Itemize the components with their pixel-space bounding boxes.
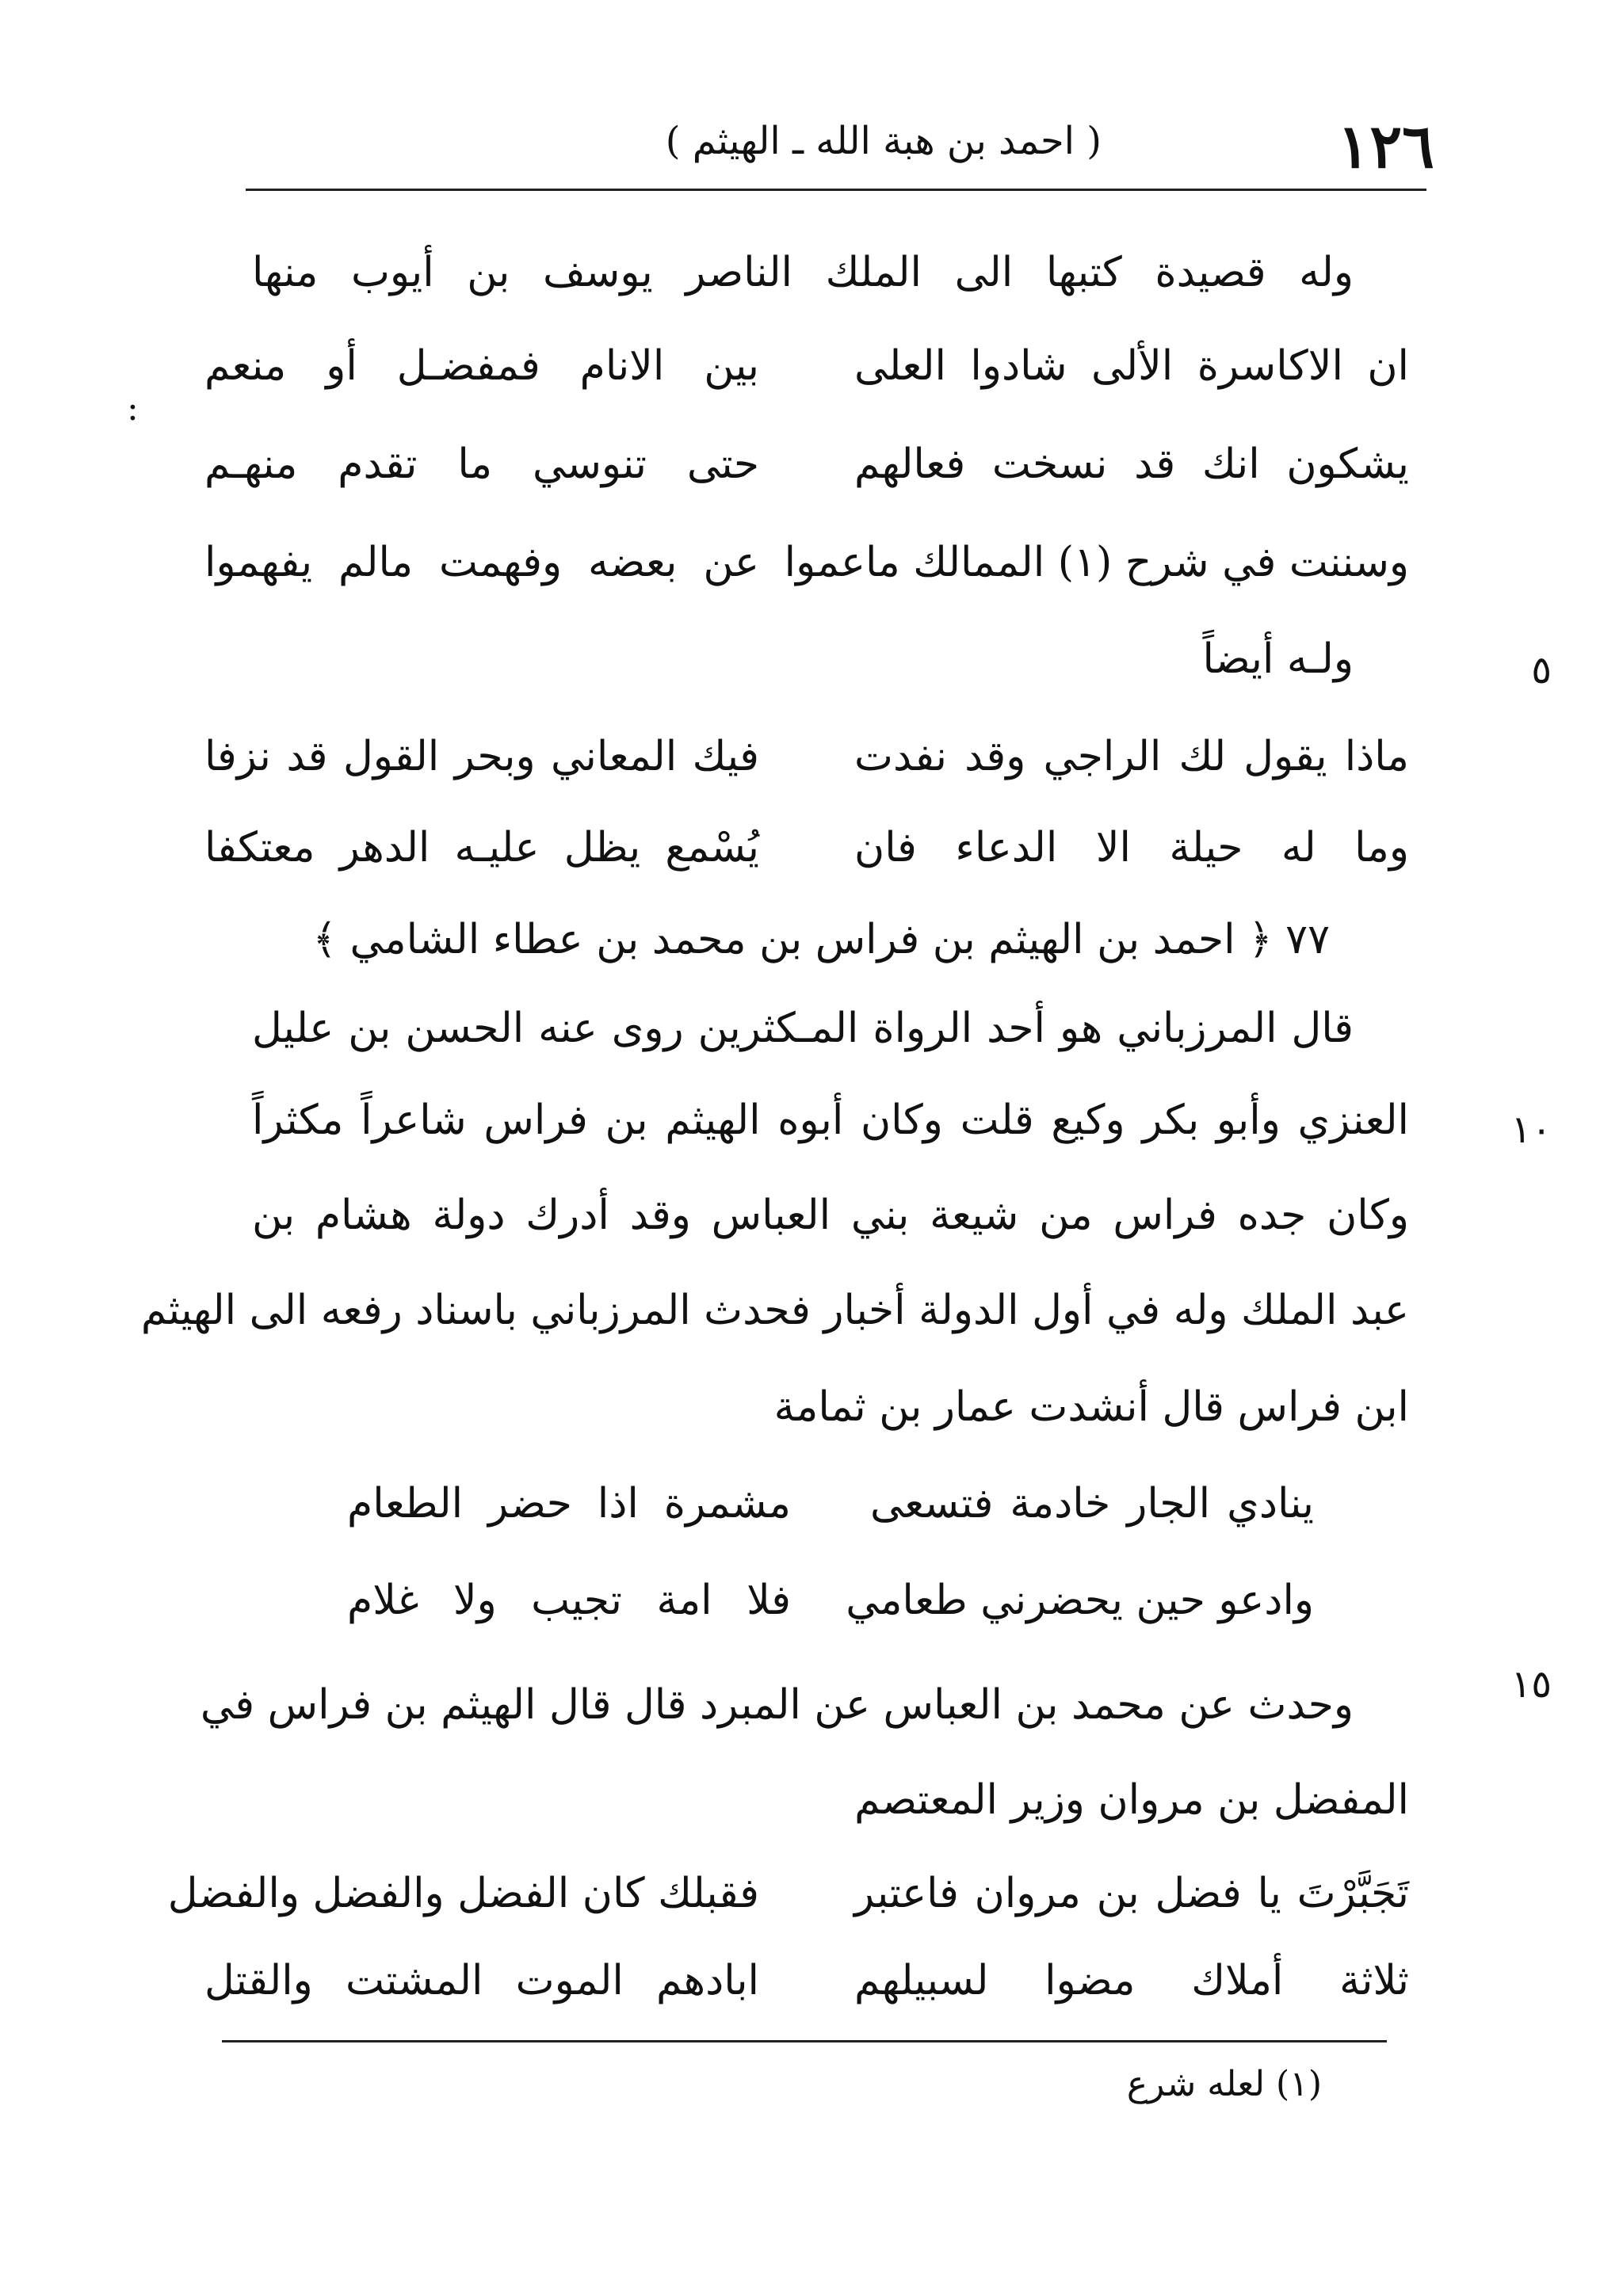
page-header — [246, 103, 1434, 190]
verse-line — [204, 1480, 1409, 1535]
verse-line — [204, 342, 1409, 398]
prose-line: ابن فراس قال أنشدت عمار بن ثمامة — [773, 1383, 1409, 1431]
prose-line: عبد الملك وله في أول الدولة أخبار فحدث المرزباني باسناد رفعه الى الهيثم — [140, 1287, 1409, 1334]
verse-second-hemistich: فيك المعاني وبحر القول قد نزفا — [204, 733, 759, 780]
prose-line: العنزي وأبو بكر وكيع قلت وكان أبوه الهيثم بن فراس شاعراً مكثراً — [252, 1097, 1409, 1144]
verse-second-hemistich: عن بعضه وفهمت مالم يفهموا — [204, 539, 759, 586]
verse-line — [167, 1870, 1409, 1925]
verse-first-hemistich: وما له حيلة الا الدعاء فان — [854, 824, 1409, 871]
prose-line: قال المرزباني هو أحد الرواة المـكثرين روى عنه الحسن بن عليل — [252, 1005, 1354, 1052]
verse-first-hemistich: يشكون انك قد نسخت فعالهم — [854, 441, 1409, 488]
verse-line — [204, 733, 1409, 788]
footnote: (١) لعله شرع — [1126, 2064, 1322, 2104]
running-title: ( احمد بن هبة الله ـ الهيثم ) — [665, 119, 1102, 163]
verse-second-hemistich: فلا امة تجيب ولا غلام — [347, 1577, 791, 1624]
header-rule — [246, 189, 1426, 191]
line-number-marker: ١٠ — [1510, 1108, 1552, 1152]
verse-first-hemistich: ان الاكاسرة الألى شادوا العلى — [854, 342, 1409, 390]
page-number: ١٢٦ — [1337, 111, 1434, 181]
verse-second-hemistich: ابادهم الموت المشتت والقتل — [204, 1957, 759, 2004]
verse-line — [204, 824, 1409, 879]
prose-line: وكان جده فراس من شيعة بني العباس وقد أدرك دولة هشام بن — [252, 1192, 1409, 1239]
verse-second-hemistich: فقبلك كان الفضل والفضل والفضل — [167, 1870, 759, 1917]
verse-second-hemistich: مشمرة اذا حضر الطعام — [347, 1480, 791, 1527]
intro-line: وله قصيدة كتبها الى الملك الناصر يوسف بن أيوب منها — [252, 249, 1354, 296]
verse-line — [204, 441, 1409, 496]
entry-heading: ٧٧ ﴿ احمد بن الهيثم بن فراس بن محمد بن عطاء الشامي ﴾ — [312, 916, 1330, 963]
section-line: ولـه أيضاً — [1202, 635, 1354, 683]
line-number-marker: ٥ — [1531, 648, 1552, 692]
verse-line — [204, 1957, 1409, 2012]
verse-second-hemistich: يُسْمع يظل عليـه الدهر معتكفا — [204, 824, 759, 871]
footnote-rule — [222, 2040, 1387, 2042]
verse-line — [204, 1577, 1409, 1632]
verse-line — [204, 539, 1409, 594]
verse-first-hemistich: وسننت في شرح (١) الممالك ماعموا — [784, 539, 1409, 586]
verse-second-hemistich: بين الانام فمفضـل أو منعم — [204, 342, 759, 390]
verse-first-hemistich: ينادي الجار خادمة فتسعى — [870, 1480, 1314, 1527]
verse-first-hemistich: تَجَبَّرْتَ يا فضل بن مروان فاعتبر — [854, 1870, 1409, 1917]
verse-first-hemistich: وادعو حين يحضرني طعامي — [846, 1577, 1314, 1624]
prose-line: وحدث عن محمد بن العباس عن المبرد قال قال الهيثم بن فراس في — [200, 1681, 1354, 1729]
margin-mark: : — [127, 388, 139, 429]
verse-first-hemistich: ماذا يقول لك الراجي وقد نفدت — [854, 733, 1409, 780]
line-number-marker: ١٥ — [1510, 1662, 1552, 1707]
prose-line: المفضل بن مروان وزير المعتصم — [854, 1776, 1409, 1824]
verse-second-hemistich: حتى تنوسي ما تقدم منهـم — [204, 441, 759, 488]
verse-first-hemistich: ثلاثة أملاك مضوا لسبيلهم — [854, 1957, 1409, 2004]
